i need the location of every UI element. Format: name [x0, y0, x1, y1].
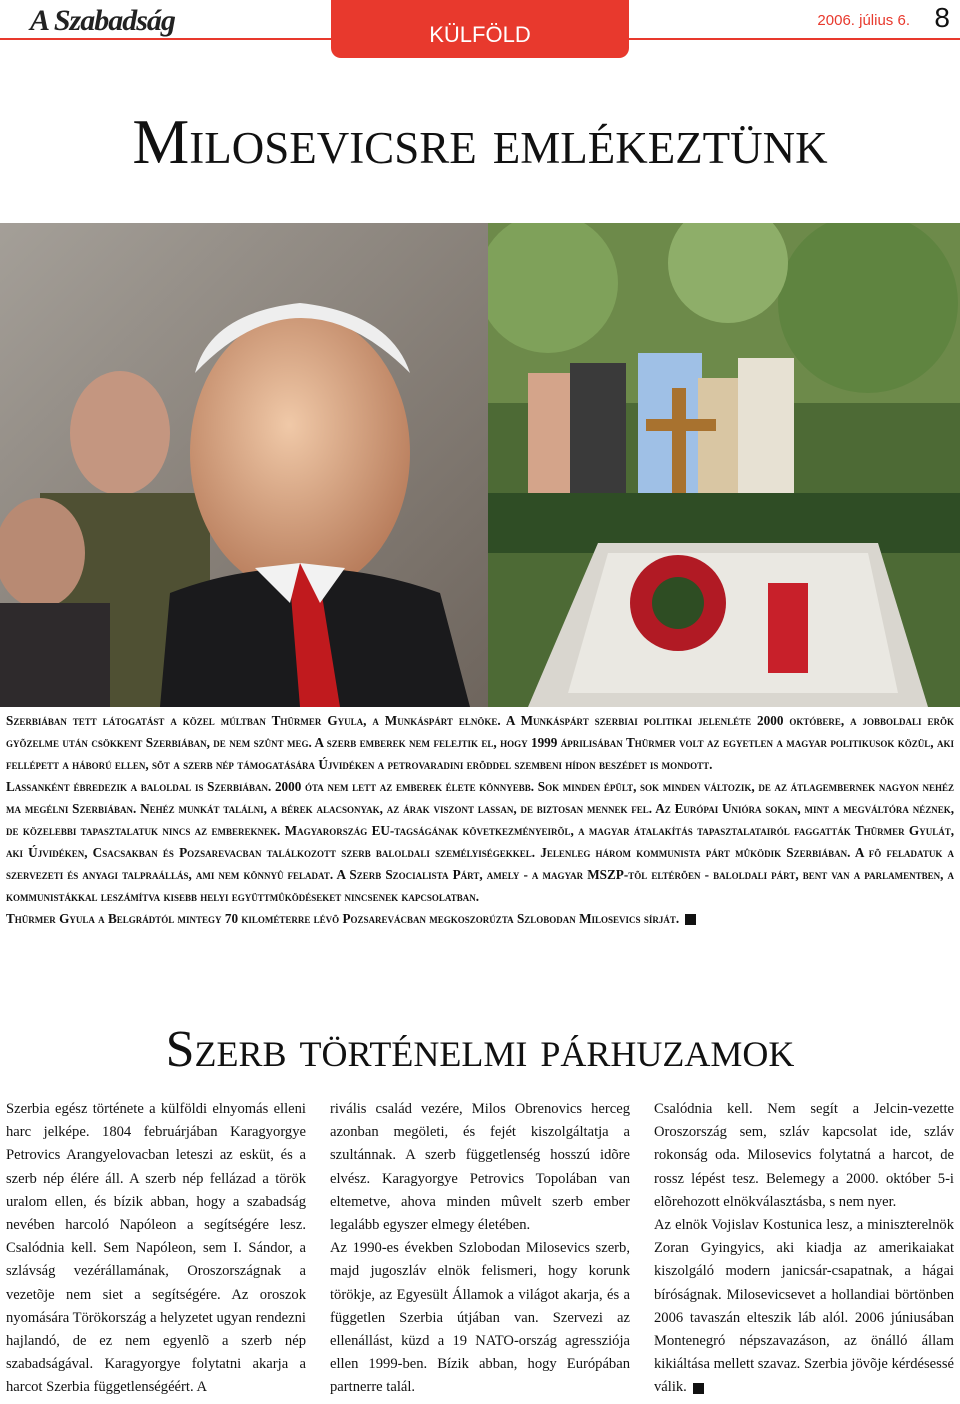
col3-paragraph-1: Csalódnia kell. Nem segít a Jelcin-vezette Oroszország sem, szláv kapcsolat ide, szláv rokonság oda. Milosevics folytatná a harcot, de rossz lépést tesz. Belemegy a 2000. október 5-i elõrehozott elnökválasztásba, s nem nyer. — [654, 1101, 954, 1210]
article-title-2: Szerb történelmi párhuzamok — [165, 1021, 795, 1078]
col1-paragraph-1: Szerbia egész története a külföldi elnyomás elleni harc jelképe. 1804 februárjában Karagyorgye Petrovics Arangyelovacban leteszi az esküt, és a szerb nép élére áll. A szerb nép fellázad a török uralom ellen, és bízik abban, hogy a szabadság nevében harcoló Napóleon a segítségére lesz. Csalódnia kell. Sem Napóleon, sem I. Sándor, a szlávság vezérállamának, Oroszországnak a vezetõje nem siet a segítségére. Az oroszok nyomására Törökország a helyzetet ugyan rendezni hajlandó, de ez nem egyenlõ a szerb nép szabadságával. Karagyorgye folytatni akarja a harcot Szerbia függetlenségéért. A — [6, 1101, 306, 1396]
page-number: 8 — [934, 2, 950, 33]
col2-paragraph-1: rivális család vezére, Milos Obrenovics herceg azonban megöleti, és fejét kiszolgáltatja a szultánnak. A szerb függetlenség hosszú idõre elvész. Karagyorgye Petrovics Topolában van eltemetve, ahova minden mûvelt szerb ember legalább egyszer elmegy életében. — [330, 1101, 630, 1234]
photo-portrait — [0, 223, 488, 707]
portrait-illustration — [0, 223, 488, 707]
masthead-logo: A Szabadság — [30, 4, 175, 37]
article-lead — [6, 710, 954, 930]
lead-paragraph-1: Szerbiában tett látogatást a közel múltban Thürmer Gyula, a Munkáspárt elnöke. A Munkáspárt szerbiai politikai jelenléte 2000 októbere, a jobboldali erõk gyõzelme után csökkent Szerbiában, de nem szûnt meg. A szerb emberek nem felejtik el, hogy 1999 áprilisában Thürmer volt az egyetlen a magyar politikusok közül, aki fellépett a háború ellen, sõt a szerb nép támogatására Újvidéken a petrovaradini erõddel szembeni hídon beszédet is mondott. — [6, 713, 954, 772]
section-tab: KÜLFÖLD — [331, 0, 629, 58]
col3-paragraph-2 — [654, 1214, 954, 1400]
header-date: 2006. július 6. — [817, 12, 910, 29]
col3-paragraph-2-text: Az elnök Vojislav Kostunica lesz, a miniszterelnök Zoran Gyingyics, aki kiadja az amerikaiakat kiszolgáló modern janicsár-csapatnak, a hágai bíróságnak. Milosevicsevet a hollandiai börtönben 2006 tavaszán elteszik láb alól. 2006 júniusában Montenegró népszavazáson, az önálló állam kikiáltása mellett szavaz. Szerbia jövõje kérdésessé válik. — [654, 1217, 954, 1396]
photo-grave-visit — [488, 223, 960, 707]
lead-paragraph-3-text: Thürmer Gyula a Belgrádtól mintegy 70 kilométerre lévõ Pozsarevácban megkoszorúzta Szlobodan Milosevics sírját. — [6, 911, 680, 926]
end-mark — [685, 914, 696, 925]
column-1 — [6, 1098, 306, 1400]
end-mark-2 — [693, 1383, 704, 1394]
column-3 — [654, 1098, 954, 1400]
lead-paragraph-3 — [6, 908, 954, 930]
column-2 — [330, 1098, 630, 1400]
col2-paragraph-2: Az 1990-es években Szlobodan Milosevics szerb, majd jugoszláv elnök felismeri, hogy korunk törökje, az Egyesült Államok a világot akarja, és a független Szerbia útjában van. Szervezi az ellenállást, küzd a 19 NATO-ország agressziója ellen 1999-ben. Bízik abban, hogy Európában partnerre talál. — [330, 1240, 630, 1396]
article-title: Milosevicsre emlékeztünk — [132, 106, 828, 177]
lead-paragraph-2: Lassanként ébredezik a baloldal is Szerbiában. 2000 óta nem lett az emberek élete könnyebb. Sok minden épült, sok minden változik, de az átlagembernek nagyon nehéz ma megélni Szerbiában. Nehéz munkát találni, a bérek alacsonyak, az árak viszont lassan, de biztosan mennek fel. Az Európai Unióra sokan, mint a megváltóra néznek, de közelebbi tapasztalatuk nincs az embereknek. Magyarország EU-tagságának következményeirõl, a magyar átalakítás tapasztalatairól faggatták Thürmer Gyulát, aki Újvidéken, Csacsakban és Pozsarevacban találkozott szerb baloldali személyiségekkel. Jelenleg három kommunista párt mûködik Szerbiában. A fõ feladatuk a szervezeti és anyagi talpraállás, ami nem könnyû feladat. A Szerb Szocialista Párt, amely - a magyar MSZP-tõl eltérõen - baloldali párt, bent van a parlamentben, a kommunistákkal leszámítva kisebb helyi együttmûködéseket nincsenek kapcsolatban. — [6, 779, 954, 904]
grave-illustration — [488, 223, 960, 707]
